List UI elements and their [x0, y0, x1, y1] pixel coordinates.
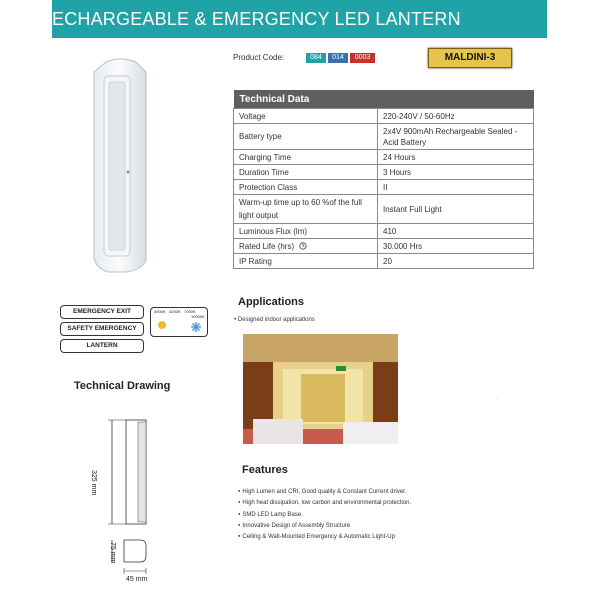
- applications-text: Designed indoor applications: [237, 317, 315, 323]
- cct-label: 4200K: [169, 309, 181, 314]
- list-item: ● Ceiling & Wall-Mounted Emergency & Automatic Light-Up: [238, 531, 411, 542]
- row-value: 2x4V 900mAh Rechargeable Sealed -Acid Battery: [378, 124, 534, 150]
- product-code-part-1: 084: [306, 53, 326, 63]
- features-heading: Features: [242, 464, 288, 476]
- page-title: ECHARGEABLE & EMERGENCY LED LANTERN: [52, 9, 461, 29]
- product-code-part-3: 0003: [350, 53, 375, 63]
- cct-label: 7000K: [184, 309, 196, 314]
- row-label: Voltage: [234, 109, 378, 124]
- row-label-cell: [234, 239, 378, 254]
- dim-depth: 75 mm: [109, 542, 116, 564]
- row-label: Duration Time: [234, 165, 378, 180]
- color-temperature-badge: [150, 307, 208, 337]
- list-item: ● Innovative Design of Assembly Structure: [238, 520, 411, 531]
- product-code-part-2: 014: [328, 53, 348, 63]
- row-value: II: [378, 180, 534, 195]
- table-row: [234, 195, 534, 224]
- applications-item: [234, 317, 315, 323]
- snowflake-icon: [189, 320, 203, 334]
- sun-icon: [155, 318, 169, 332]
- dim-width: 45 mm: [126, 576, 148, 583]
- row-value: 20: [378, 254, 534, 269]
- bullet-icon: •: [234, 317, 238, 323]
- features-list: [238, 486, 411, 543]
- badge-safety-emergency: SAFETY EMERGENCY: [60, 322, 144, 336]
- row-value: 220-240V / 50-60Hz: [378, 109, 534, 124]
- cct-label: 3000K: [154, 309, 166, 314]
- product-code-label: Product Code:: [233, 53, 285, 62]
- dim-height: 325 mm: [90, 470, 97, 496]
- row-label: Warm-up time up to 60 %of the full light output: [234, 195, 378, 224]
- row-value: 24 Hours: [378, 150, 534, 165]
- technical-drawing-heading: Technical Drawing: [74, 380, 171, 392]
- technical-data-table: [233, 90, 534, 269]
- decorative-dot: ·: [496, 396, 498, 402]
- table-row: [234, 150, 534, 165]
- table-row: [234, 124, 534, 150]
- row-label: IP Rating: [234, 254, 378, 269]
- lantern-product-image: [92, 58, 148, 274]
- application-photo: [243, 334, 398, 444]
- table-row: [234, 165, 534, 180]
- table-row: [234, 224, 534, 239]
- cct-label: 10000K: [191, 314, 205, 319]
- list-item: ● High heat dissipation, low carbon and environmental protection.: [238, 497, 411, 508]
- row-value: 3 Hours: [378, 165, 534, 180]
- table-row: [234, 180, 534, 195]
- table-row: [234, 239, 534, 254]
- row-label: Luminous Flux (lm): [234, 224, 378, 239]
- badge-lantern: LANTERN: [60, 339, 144, 353]
- row-value: 410: [378, 224, 534, 239]
- row-value: Instant Full Light: [378, 195, 534, 224]
- row-label: Protection Class: [234, 180, 378, 195]
- row-label: Charging Time: [234, 150, 378, 165]
- row-label: Rated Life (hrs): [239, 241, 295, 251]
- table-row: [234, 109, 534, 124]
- row-value: 30.000 Hrs: [378, 239, 534, 254]
- list-item: ● SMD LED Lamp Base.: [238, 509, 411, 520]
- list-item: ● High Lumen and CRI, Good quality & Constant Current driver.: [238, 486, 411, 497]
- table-title: Technical Data: [234, 90, 534, 109]
- model-badge: MALDINI-3: [428, 48, 512, 68]
- row-label: Battery type: [234, 124, 378, 150]
- applications-heading: Applications: [238, 296, 305, 308]
- table-row: [234, 254, 534, 269]
- clock-icon: [299, 242, 307, 250]
- badge-emergency-exit: EMERGENCY EXIT: [60, 305, 144, 319]
